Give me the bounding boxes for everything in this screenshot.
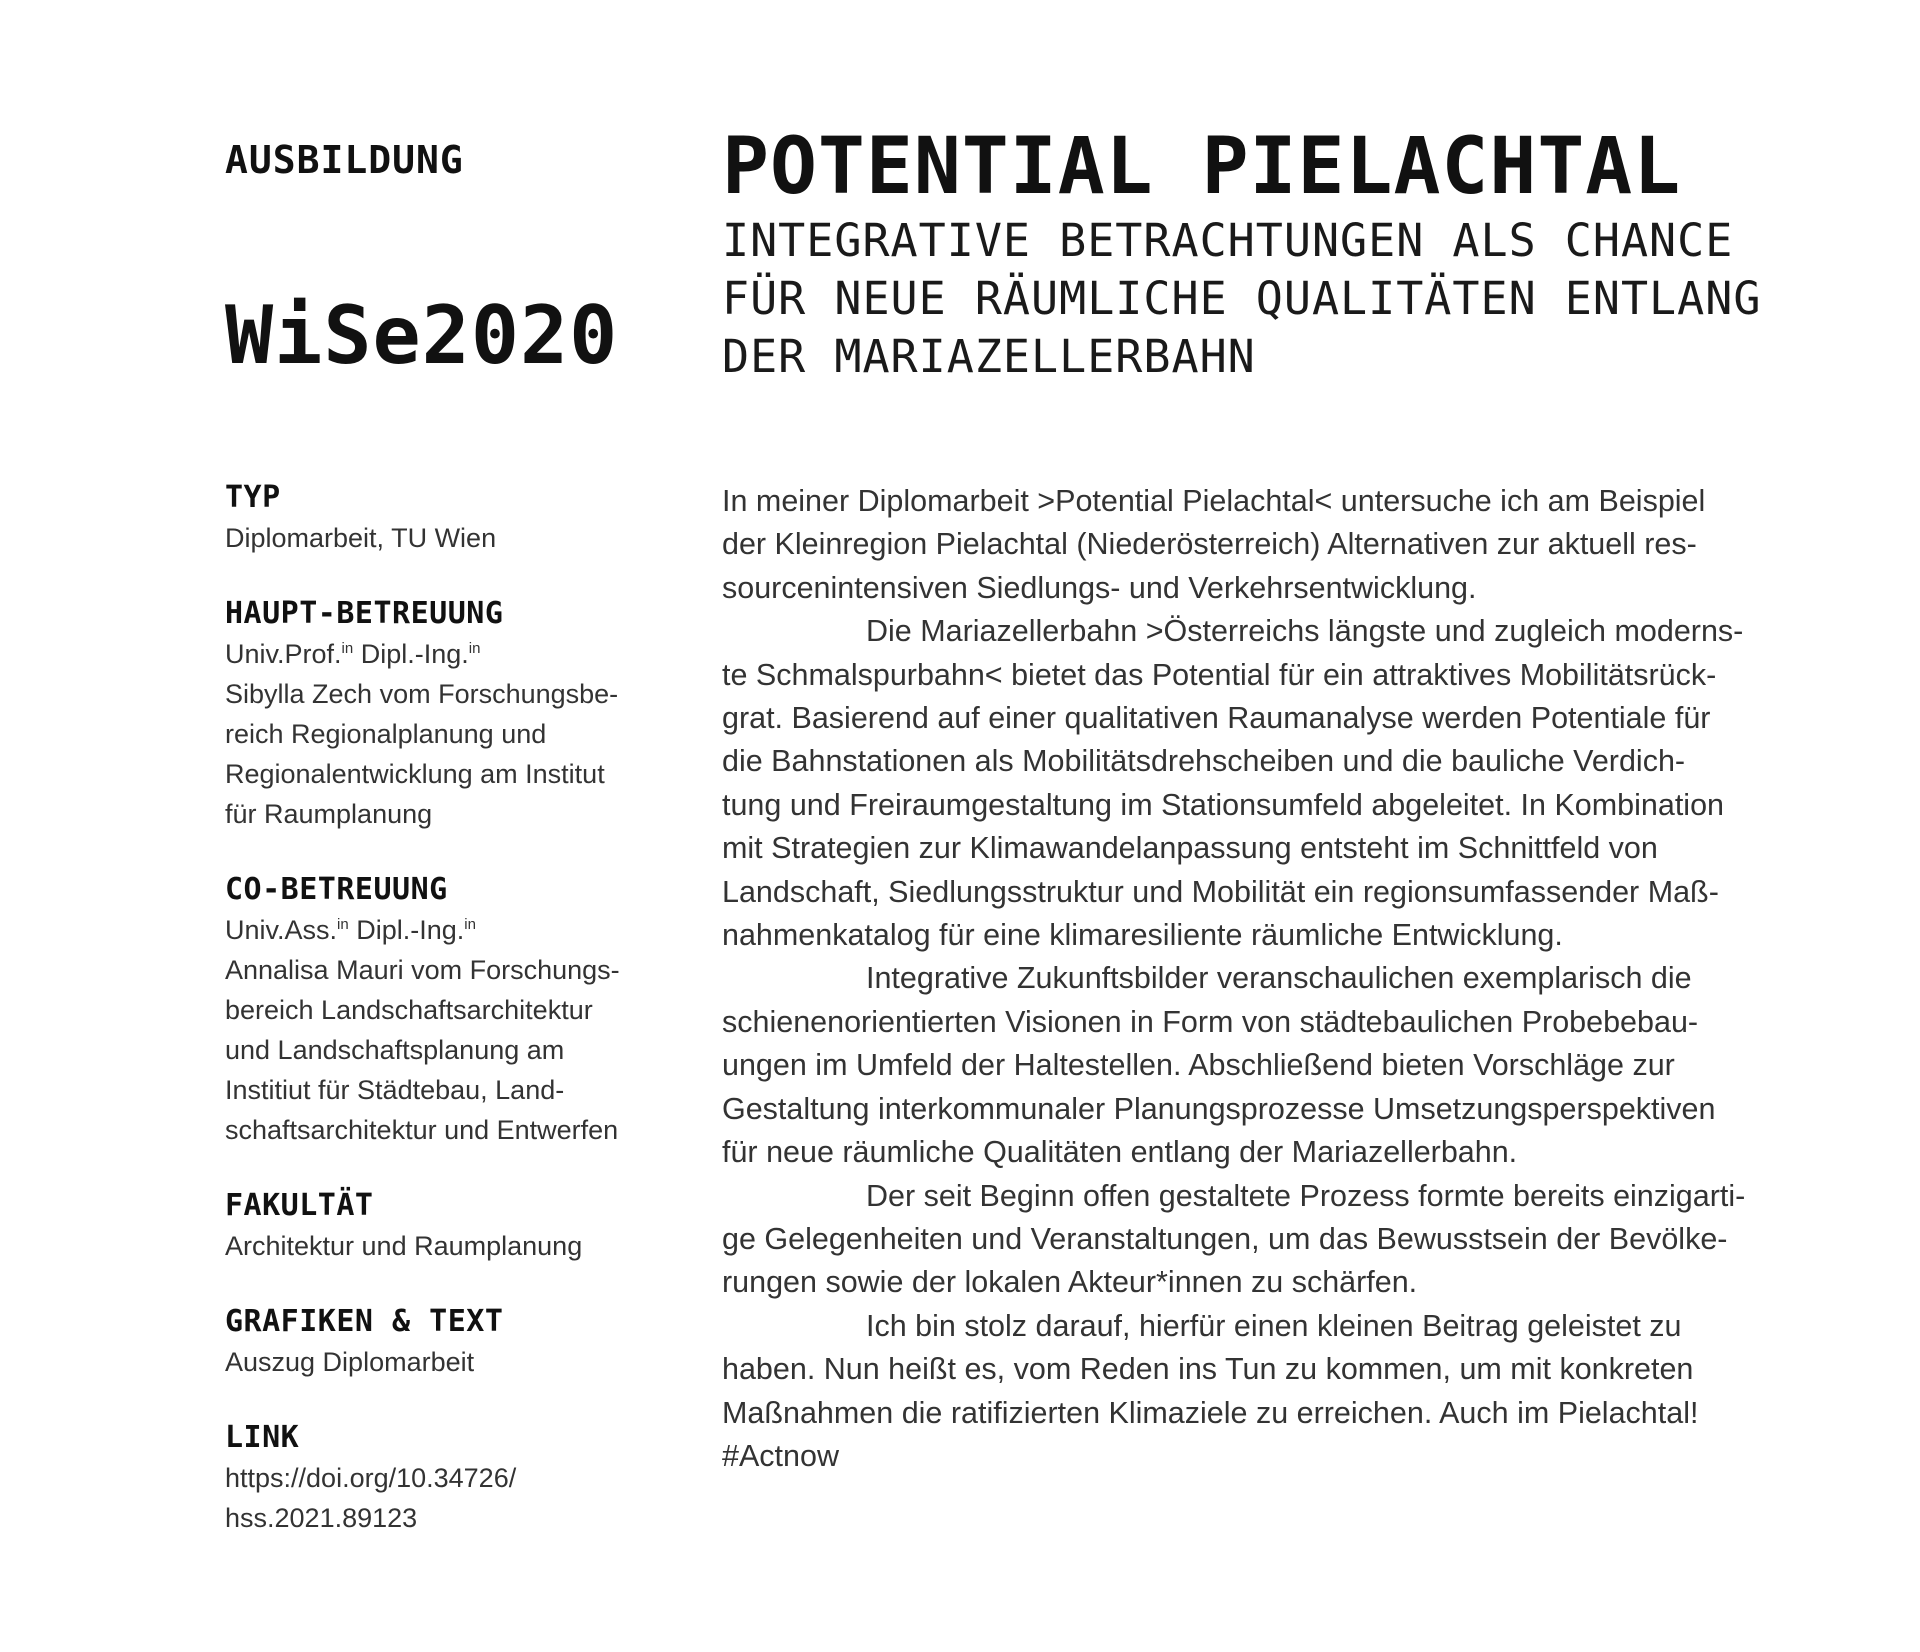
text-line: der Kleinregion Pielachtal (Niederösterreich) Alternativen zur aktuell res- — [722, 527, 1697, 562]
hashtag: #Actnow — [722, 1438, 839, 1473]
text-line: mit Strategien zur Klimawandelanpassung entsteht im Schnittfeld von — [722, 831, 1658, 866]
text-line: tung und Freiraumgestaltung im Stationsumfeld abgeleitet. In Kombination — [722, 787, 1725, 822]
text-line: ge Gelegenheiten und Veranstaltungen, um das Bewusstsein der Bevölke- — [722, 1221, 1728, 1256]
text-line: schienenorientierten Visionen in Form von städtebaulichen Probebebau- — [722, 1004, 1699, 1039]
text-line: für neue räumliche Qualitäten entlang der Mariazellerbahn. — [722, 1135, 1518, 1170]
text-line: Der seit Beginn offen gestaltete Prozess formte bereits einzigarti- — [866, 1178, 1746, 1213]
meta-label: HAUPT-BETREUUNG — [225, 596, 504, 631]
paragraph — [722, 957, 1832, 1174]
academic-title — [225, 910, 685, 950]
meta-line: Auszug Diplomarbeit — [225, 1347, 475, 1377]
text-line: te Schmalspurbahn< bietet das Potential für ein attraktives Mobilitätsrück- — [722, 657, 1717, 692]
title-part: Univ.Prof. — [225, 639, 342, 669]
title-suffix: in — [468, 640, 481, 657]
text-line: In meiner Diplomarbeit >Potential Pielachtal< untersuche ich am Beispiel — [722, 484, 1706, 518]
text-line: Ich bin stolz darauf, hierfür einen kleinen Beitrag geleistet zu — [866, 1308, 1682, 1343]
meta-co-betreuung — [225, 870, 685, 1150]
subtitle-line: DER MARIAZELLERBAHN — [722, 330, 1256, 383]
paragraph — [722, 610, 1832, 957]
meta-line: schaftsarchitektur und Entwerfen — [225, 1115, 619, 1145]
meta-line: Annalisa Mauri vom Forschungs- — [225, 955, 620, 985]
meta-line: Architektur und Raumplanung — [225, 1231, 583, 1261]
text-line: Landschaft, Siedlungsstruktur und Mobilität ein regionsumfassender Maß- — [722, 874, 1719, 909]
paragraph — [722, 1305, 1832, 1479]
meta-label: CO-BETREUUNG — [225, 872, 448, 907]
title-suffix: in — [337, 916, 349, 933]
meta-line: Sibylla Zech vom Forschungsbe- — [225, 679, 619, 709]
subtitle-line: INTEGRATIVE BETRACHTUNGEN ALS CHANCE — [722, 214, 1734, 267]
meta-line: Diplomarbeit, TU Wien — [225, 523, 497, 553]
text-line: sourcenintensiven Siedlungs- und Verkehrsentwicklung. — [722, 570, 1477, 605]
title-suffix: in — [464, 916, 476, 933]
meta-line: reich Regionalplanung und — [225, 719, 547, 749]
semester-label: WiSe2020 — [225, 289, 619, 382]
doi-link-line[interactable]: https://doi.org/10.34726/ — [225, 1463, 517, 1493]
page-title: POTENTIAL PIELACHTAL — [722, 122, 1682, 212]
meta-grafiken-text — [225, 1302, 685, 1382]
meta-haupt-betreuung — [225, 594, 685, 834]
title-part: Dipl.-Ing. — [348, 915, 465, 945]
paragraph — [722, 1175, 1832, 1305]
text-line: die Bahnstationen als Mobilitätsdrehscheiben und die bauliche Verdich- — [722, 744, 1686, 779]
meta-label: GRAFIKEN & TEXT — [225, 1304, 504, 1339]
doi-link-line[interactable]: hss.2021.89123 — [225, 1503, 418, 1533]
title-part: Dipl.-Ing. — [353, 639, 469, 669]
meta-line: Regionalentwicklung am Institut — [225, 759, 605, 789]
meta-line: bereich Landschaftsarchitektur — [225, 995, 593, 1025]
paragraph — [722, 480, 1832, 610]
text-line: nahmenkatalog für eine klimaresiliente räumliche Entwicklung. — [722, 918, 1563, 953]
text-line: haben. Nun heißt es, vom Reden ins Tun zu kommen, um mit konkreten — [722, 1352, 1694, 1387]
title-suffix: in — [341, 640, 354, 657]
meta-label: FAKULTÄT — [225, 1188, 374, 1223]
meta-sidebar — [225, 478, 685, 1574]
text-line: Integrative Zukunftsbilder veranschaulichen exemplarisch die — [866, 961, 1692, 996]
meta-typ — [225, 478, 685, 558]
text-line: Maßnahmen die ratifizierten Klimaziele zu erreichen. Auch im Pielachtal! — [722, 1395, 1699, 1430]
text-line: Die Mariazellerbahn >Österreichs längste und zugleich moderns- — [866, 614, 1744, 649]
text-line: Gestaltung interkommunaler Planungsprozesse Umsetzungsperspektiven — [722, 1091, 1716, 1126]
page-subtitle — [722, 212, 1761, 386]
academic-title — [225, 634, 685, 674]
title-part: Univ.Ass. — [225, 915, 338, 945]
meta-line: Institiut für Städtebau, Land- — [225, 1075, 565, 1105]
meta-line: und Landschaftsplanung am — [225, 1035, 565, 1065]
meta-label: LINK — [225, 1420, 300, 1455]
subtitle-line: FÜR NEUE RÄUMLICHE QUALITÄTEN ENTLANG — [722, 272, 1762, 325]
meta-fakultaet — [225, 1186, 685, 1266]
text-line: grat. Basierend auf einer qualitativen Raumanalyse werden Potentiale für — [722, 701, 1711, 736]
meta-link — [225, 1418, 685, 1538]
abstract-text — [722, 480, 1832, 1478]
meta-line: für Raumplanung — [225, 799, 433, 829]
meta-label: TYP — [225, 480, 281, 515]
category-label: AUSBILDUNG — [225, 138, 464, 182]
text-line: rungen sowie der lokalen Akteur*innen zu schärfen. — [722, 1265, 1418, 1300]
text-line: ungen im Umfeld der Haltestellen. Abschließend bieten Vorschläge zur — [722, 1048, 1675, 1083]
